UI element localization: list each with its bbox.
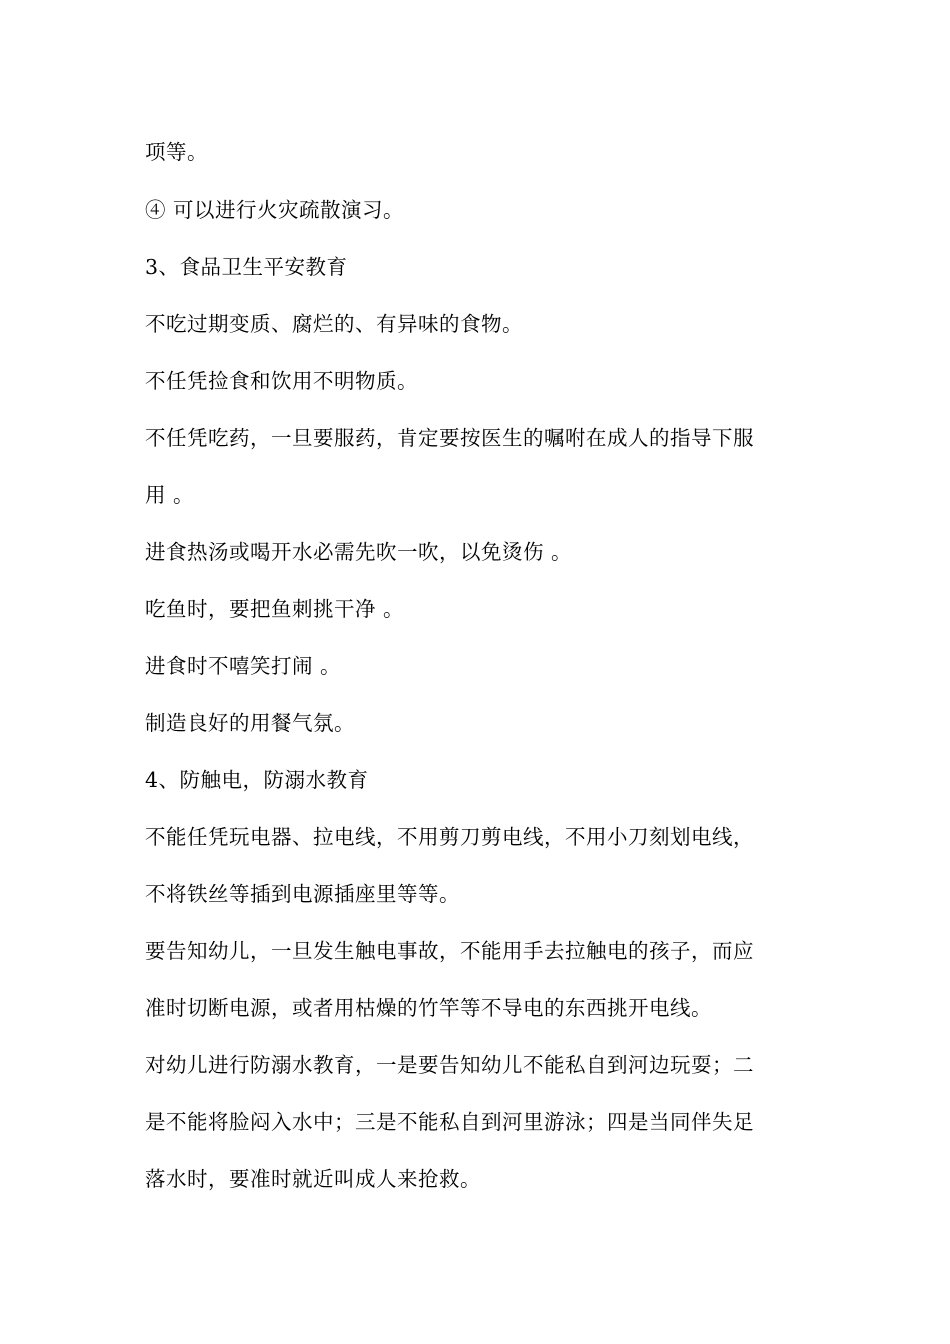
text-line: 制造良好的用餐气氛。 <box>145 711 355 735</box>
text-line: 吃鱼时，要把鱼刺挑干净 。 <box>145 597 405 621</box>
text-line: 进食时不嘻笑打闹 。 <box>145 654 342 678</box>
text-line: 是不能将脸闷入水中；三是不能私自到河里游泳；四是当同伴失足 <box>145 1110 754 1134</box>
text-line: 准时切断电源，或者用枯燥的竹竿等不导电的东西挑开电线。 <box>145 996 712 1020</box>
text-line: 进食热汤或喝开水必需先吹一吹，以免烫伤 。 <box>145 540 573 564</box>
text-line: 落水时，要准时就近叫成人来抢救。 <box>145 1167 481 1191</box>
text-line: ④ 可以进行火灾疏散演习。 <box>145 198 405 222</box>
text-line: 不吃过期变质、腐烂的、有异味的食物。 <box>145 312 523 336</box>
text-line: 用 。 <box>145 483 195 507</box>
text-line: 对幼儿进行防溺水教育，一是要告知幼儿不能私自到河边玩耍；二 <box>145 1053 754 1077</box>
text-line: 项等。 <box>145 140 208 164</box>
text-line: 不将铁丝等插到电源插座里等等。 <box>145 882 460 906</box>
text-line: 不任凭吃药，一旦要服药，肯定要按医生的嘱咐在成人的指导下服 <box>145 426 754 450</box>
text-line: 要告知幼儿，一旦发生触电事故，不能用手去拉触电的孩子，而应 <box>145 939 754 963</box>
section-heading: 3、食品卫生平安教育 <box>145 255 348 279</box>
section-heading: 4、防触电，防溺水教育 <box>145 768 369 792</box>
text-line: 不任凭捡食和饮用不明物质。 <box>145 369 418 393</box>
text-line: 不能任凭玩电器、拉电线，不用剪刀剪电线，不用小刀刻划电线， <box>145 825 754 849</box>
